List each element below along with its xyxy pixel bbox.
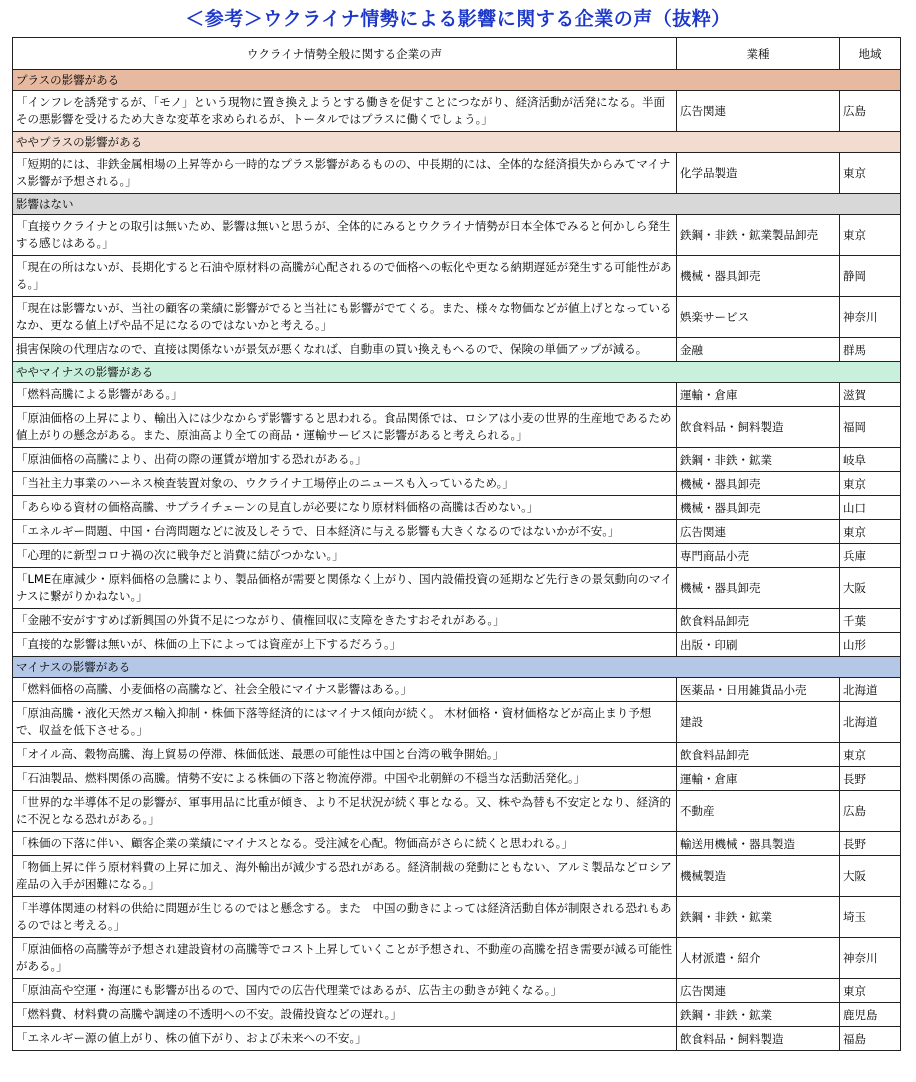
region-cell: 鹿児島	[840, 1003, 901, 1027]
header-comment: ウクライナ情勢全般に関する企業の声	[13, 38, 677, 70]
comment-cell: 「エネルギー源の値上がり、株の値下がり、および未来への不安。」	[13, 1027, 677, 1051]
section-label: ややマイナスの影響がある	[13, 362, 901, 383]
region-cell: 埼玉	[840, 897, 901, 938]
comment-cell: 「原油価格の上昇により、輸出入には少なからず影響すると思われる。食品関係では、ロシアは小麦の世界的生産地であるため値上がりの懸念がある。また、原油高より全ての商品・運輸サービスに影響があると考えられる。」	[13, 407, 677, 448]
industry-cell: 広告関連	[677, 979, 840, 1003]
table-row	[13, 1027, 901, 1051]
section-label: ややプラスの影響がある	[13, 132, 901, 153]
comment-cell: 「現在は影響ないが、当社の顧客の業績に影響がでると当社にも影響がでてくる。また、様々な物価などが値上げとなっているなか、更なる値上げや品不足になるのではないかと考える。」	[13, 297, 677, 338]
comment-cell: 「LME在庫減少・原料価格の急騰により、製品価格が需要と関係なく上がり、国内設備投資の延期など先行きの景気動向のマイナスに繋がりかねない。」	[13, 568, 677, 609]
comment-cell: 「石油製品、燃料関係の高騰。情勢不安による株価の下落と物流停滞。中国や北朝鮮の不穏当な活動活発化。」	[13, 767, 677, 791]
section-label: 影響はない	[13, 194, 901, 215]
comment-cell: 「原油高や空運・海運にも影響が出るので、国内での広告代理業ではあるが、広告主の動きが鈍くなる。」	[13, 979, 677, 1003]
region-cell: 神奈川	[840, 297, 901, 338]
table-row	[13, 383, 901, 407]
comment-cell: 「原油価格の高騰等が予想され建設資材の高騰等でコスト上昇していくことが予想され、不動産の高騰を招き需要が減る可能性がある。」	[13, 938, 677, 979]
comment-cell: 「世界的な半導体不足の影響が、軍事用品に比重が傾き、より不足状況が続く事となる。又、株や為替も不安定となり、経済的に不況となる恐れがある。」	[13, 791, 677, 832]
section-none-header	[13, 194, 901, 215]
table-row	[13, 979, 901, 1003]
table-row	[13, 256, 901, 297]
industry-cell: 機械・器具卸売	[677, 568, 840, 609]
section-minus-header	[13, 657, 901, 678]
table-row	[13, 702, 901, 743]
table-row	[13, 897, 901, 938]
table-row	[13, 568, 901, 609]
industry-cell: 機械・器具卸売	[677, 472, 840, 496]
table-row	[13, 938, 901, 979]
table-row	[13, 633, 901, 657]
comment-cell: 「金融不安がすすめば新興国の外貨不足につながり、債権回収に支障をきたすおそれがある。」	[13, 609, 677, 633]
table-row	[13, 153, 901, 194]
region-cell: 福島	[840, 1027, 901, 1051]
region-cell: 千葉	[840, 609, 901, 633]
industry-cell: 出版・印刷	[677, 633, 840, 657]
industry-cell: 飲食料品・飼料製造	[677, 1027, 840, 1051]
table-row	[13, 448, 901, 472]
table-row	[13, 91, 901, 132]
table-body	[13, 70, 901, 1051]
section-slight-plus-header	[13, 132, 901, 153]
industry-cell: 鉄鋼・非鉄・鉱業	[677, 448, 840, 472]
table-header-row	[13, 38, 901, 70]
region-cell: 北海道	[840, 678, 901, 702]
table-row	[13, 767, 901, 791]
region-cell: 山口	[840, 496, 901, 520]
region-cell: 静岡	[840, 256, 901, 297]
comment-cell: 「インフレを誘発するが、「モノ」という現物に置き換えようとする働きを促すことにつながり、経済活動が活発になる。半面その悪影響を受けるため大きな変革を求められるが、トータルではプラスに働くでしょう。」	[13, 91, 677, 132]
region-cell: 神奈川	[840, 938, 901, 979]
comment-cell: 「短期的には、非鉄金属相場の上昇等から一時的なプラス影響があるものの、中長期的には、全体的な経済損失からみてマイナス影響が予想される。」	[13, 153, 677, 194]
table-row	[13, 856, 901, 897]
section-slight-minus-header	[13, 362, 901, 383]
comment-cell: 損害保険の代理店なので、直接は関係ないが景気が悪くなれば、自動車の買い換えもへるので、保険の単価アップが減る。	[13, 338, 677, 362]
table-row	[13, 791, 901, 832]
comment-cell: 「株価の下落に伴い、顧客企業の業績にマイナスとなる。受注減を心配。物価高がさらに続くと思われる。」	[13, 832, 677, 856]
industry-cell: 機械・器具卸売	[677, 496, 840, 520]
industry-cell: 鉄鋼・非鉄・鉱業	[677, 1003, 840, 1027]
industry-cell: 機械製造	[677, 856, 840, 897]
region-cell: 大阪	[840, 856, 901, 897]
region-cell: 山形	[840, 633, 901, 657]
industry-cell: 運輸・倉庫	[677, 767, 840, 791]
comment-cell: 「オイル高、穀物高騰、海上貿易の停滞、株価低迷、最悪の可能性は中国と台湾の戦争開始。」	[13, 743, 677, 767]
section-label: マイナスの影響がある	[13, 657, 901, 678]
table-row	[13, 609, 901, 633]
section-plus-header	[13, 70, 901, 91]
region-cell: 北海道	[840, 702, 901, 743]
region-cell: 東京	[840, 743, 901, 767]
industry-cell: 広告関連	[677, 91, 840, 132]
table-row	[13, 472, 901, 496]
table-row	[13, 544, 901, 568]
region-cell: 東京	[840, 979, 901, 1003]
comment-cell: 「心理的に新型コロナ禍の次に戦争だと消費に結びつかない。」	[13, 544, 677, 568]
comment-cell: 「半導体関連の材料の供給に問題が生じるのではと懸念する。また 中国の動きによっては経済活動自体が制限される恐れもあるのではと考える。」	[13, 897, 677, 938]
region-cell: 東京	[840, 520, 901, 544]
header-industry: 業種	[677, 38, 840, 70]
table-row	[13, 407, 901, 448]
table-row	[13, 678, 901, 702]
industry-cell: 機械・器具卸売	[677, 256, 840, 297]
comment-cell: 「燃料費、材料費の高騰や調達の不透明への不安。設備投資などの遅れ。」	[13, 1003, 677, 1027]
industry-cell: 娯楽サービス	[677, 297, 840, 338]
comment-cell: 「原油高騰・液化天然ガス輸入抑制・株価下落等経済的にはマイナス傾向が続く。 木材価格・資材価格などが高止まり予想で、収益を低下させる。」	[13, 702, 677, 743]
industry-cell: 鉄鋼・非鉄・鉱業	[677, 897, 840, 938]
comment-cell: 「燃料価格の高騰、小麦価格の高騰など、社会全般にマイナス影響はある。」	[13, 678, 677, 702]
industry-cell: 不動産	[677, 791, 840, 832]
comment-cell: 「燃料高騰による影響がある。」	[13, 383, 677, 407]
comment-cell: 「直接的な影響は無いが、株価の上下によっては資産が上下するだろう。」	[13, 633, 677, 657]
industry-cell: 化学品製造	[677, 153, 840, 194]
table-row	[13, 520, 901, 544]
table-row	[13, 743, 901, 767]
industry-cell: 飲食料品卸売	[677, 609, 840, 633]
region-cell: 福岡	[840, 407, 901, 448]
industry-cell: 金融	[677, 338, 840, 362]
comment-cell: 「直接ウクライナとの取引は無いため、影響は無いと思うが、全体的にみるとウクライナ情勢が日本全体でみると何かしら発生する感じはある。」	[13, 215, 677, 256]
region-cell: 兵庫	[840, 544, 901, 568]
region-cell: 広島	[840, 791, 901, 832]
region-cell: 大阪	[840, 568, 901, 609]
industry-cell: 広告関連	[677, 520, 840, 544]
industry-cell: 人材派遣・紹介	[677, 938, 840, 979]
table-row	[13, 832, 901, 856]
document-title: ＜参考＞ウクライナ情勢による影響に関する企業の声（抜粋）	[185, 8, 731, 30]
industry-cell: 建設	[677, 702, 840, 743]
table-row	[13, 297, 901, 338]
region-cell: 広島	[840, 91, 901, 132]
comment-cell: 「現在の所はないが、長期化すると石油や原材料の高騰が心配されるので価格への転化や更なる納期遅延が発生する可能性がある。」	[13, 256, 677, 297]
industry-cell: 運輸・倉庫	[677, 383, 840, 407]
region-cell: 東京	[840, 153, 901, 194]
table-row	[13, 215, 901, 256]
comment-cell: 「原油価格の高騰により、出荷の際の運賃が増加する恐れがある。」	[13, 448, 677, 472]
region-cell: 東京	[840, 472, 901, 496]
section-label: プラスの影響がある	[13, 70, 901, 91]
region-cell: 滋賀	[840, 383, 901, 407]
table-row	[13, 338, 901, 362]
region-cell: 長野	[840, 832, 901, 856]
region-cell: 群馬	[840, 338, 901, 362]
comment-cell: 「物価上昇に伴う原材料費の上昇に加え、海外輸出が減少する恐れがある。経済制裁の発動にともない、アルミ製品などロシア産品の入手が困難になる。」	[13, 856, 677, 897]
comment-cell: 「当社主力事業のハーネス検査装置対象の、ウクライナ工場停止のニュースも入っているため。」	[13, 472, 677, 496]
region-cell: 岐阜	[840, 448, 901, 472]
industry-cell: 医薬品・日用雑貨品小売	[677, 678, 840, 702]
industry-cell: 飲食料品卸売	[677, 743, 840, 767]
comment-cell: 「あらゆる資材の価格高騰、サプライチェーンの見直しが必要になり原材料価格の高騰は否めない。」	[13, 496, 677, 520]
industry-cell: 輸送用機械・器具製造	[677, 832, 840, 856]
industry-cell: 飲食料品・飼料製造	[677, 407, 840, 448]
table-row	[13, 496, 901, 520]
comment-cell: 「エネルギー問題、中国・台湾問題などに波及しそうで、日本経済に与える影響も大きくなるのではないかが不安。」	[13, 520, 677, 544]
industry-cell: 専門商品小売	[677, 544, 840, 568]
industry-cell: 鉄鋼・非鉄・鉱業製品卸売	[677, 215, 840, 256]
region-cell: 東京	[840, 215, 901, 256]
table-row	[13, 1003, 901, 1027]
region-cell: 長野	[840, 767, 901, 791]
header-region: 地域	[840, 38, 901, 70]
company-voices-table	[12, 37, 901, 1051]
